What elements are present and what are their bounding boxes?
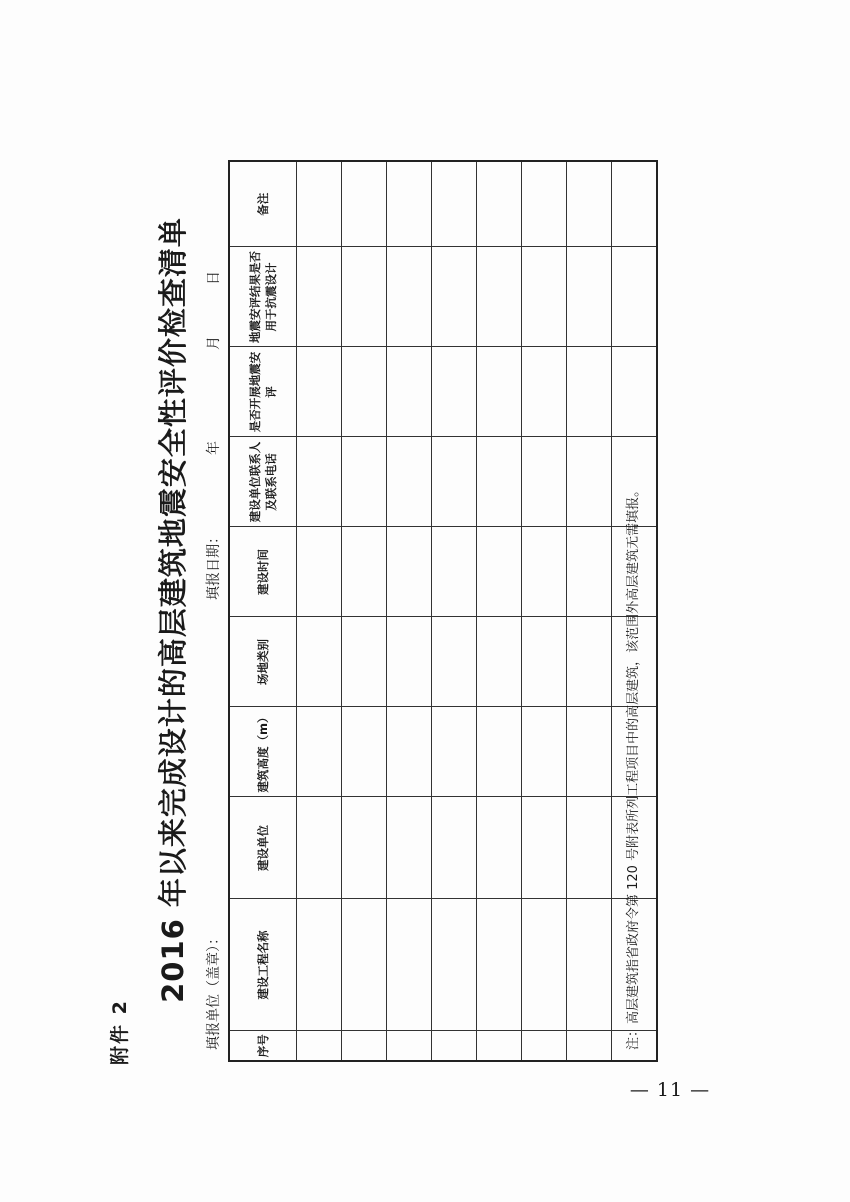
table-cell bbox=[387, 347, 432, 437]
table-cell bbox=[477, 347, 522, 437]
table-cell bbox=[477, 617, 522, 707]
table-cell bbox=[522, 437, 567, 527]
table-row bbox=[432, 161, 477, 1061]
table-cell bbox=[297, 527, 342, 617]
table-cell bbox=[387, 617, 432, 707]
table-cell bbox=[567, 161, 612, 247]
table-cell bbox=[567, 707, 612, 797]
table-cell bbox=[342, 437, 387, 527]
table-cell bbox=[387, 1031, 432, 1061]
table-cell bbox=[477, 899, 522, 1031]
table-cell bbox=[567, 347, 612, 437]
table-cell bbox=[342, 347, 387, 437]
fill-date-day: 日 bbox=[206, 271, 222, 285]
table-cell bbox=[522, 347, 567, 437]
table-cell bbox=[567, 247, 612, 347]
fill-date-label: 填报日期： bbox=[206, 530, 222, 600]
table-cell bbox=[432, 347, 477, 437]
table-cell bbox=[567, 437, 612, 527]
table-cell bbox=[477, 527, 522, 617]
table-cell bbox=[432, 527, 477, 617]
table-cell bbox=[567, 527, 612, 617]
attachment-label: 附件 2 bbox=[109, 999, 131, 1065]
table-row bbox=[297, 161, 342, 1061]
table-cell bbox=[477, 1031, 522, 1061]
table-cell bbox=[297, 899, 342, 1031]
table-header-row bbox=[229, 161, 297, 1061]
col-header-index: 序号 bbox=[229, 1031, 297, 1061]
table-cell bbox=[387, 707, 432, 797]
table-cell bbox=[432, 707, 477, 797]
col-header-eval-done: 是否开展地震安评 bbox=[229, 347, 297, 437]
table-cell bbox=[432, 797, 477, 899]
table-row bbox=[342, 161, 387, 1061]
table-cell bbox=[297, 347, 342, 437]
table-cell bbox=[567, 1031, 612, 1061]
table-cell bbox=[297, 247, 342, 347]
table-cell bbox=[342, 161, 387, 247]
table-cell bbox=[522, 527, 567, 617]
col-header-builder: 建设单位 bbox=[229, 797, 297, 899]
table-cell bbox=[477, 797, 522, 899]
fill-date-month: 月 bbox=[206, 336, 222, 350]
table-cell bbox=[432, 617, 477, 707]
table-cell bbox=[297, 161, 342, 247]
fill-date-year: 年 bbox=[206, 441, 222, 455]
table-cell bbox=[342, 527, 387, 617]
table-cell bbox=[297, 797, 342, 899]
table-cell bbox=[297, 437, 342, 527]
table-cell bbox=[342, 707, 387, 797]
table-cell bbox=[432, 1031, 477, 1061]
table-cell bbox=[522, 617, 567, 707]
table-cell bbox=[522, 707, 567, 797]
col-header-eval-used: 地震安评结果是否用于抗震设计 bbox=[229, 247, 297, 347]
rotated-form bbox=[100, 150, 660, 1070]
table-cell bbox=[387, 437, 432, 527]
table-row bbox=[522, 161, 567, 1061]
fill-date bbox=[202, 160, 226, 600]
table-cell bbox=[567, 617, 612, 707]
table-cell bbox=[522, 161, 567, 247]
table-cell bbox=[342, 899, 387, 1031]
table-cell bbox=[387, 797, 432, 899]
table-cell bbox=[477, 161, 522, 247]
table-cell bbox=[477, 707, 522, 797]
col-header-height: 建筑高度（m） bbox=[229, 707, 297, 797]
form-title: 2016 年以来完成设计的高层建筑地震安全性评价检查清单 bbox=[156, 217, 190, 1003]
checklist-table bbox=[228, 160, 658, 1062]
table-cell bbox=[297, 707, 342, 797]
table-cell bbox=[342, 247, 387, 347]
col-header-contact: 建设单位联系人及联系电话 bbox=[229, 437, 297, 527]
table-cell bbox=[522, 899, 567, 1031]
table-cell bbox=[522, 247, 567, 347]
table-cell bbox=[432, 247, 477, 347]
table-cell bbox=[432, 161, 477, 247]
col-header-site-class: 场地类别 bbox=[229, 617, 297, 707]
col-header-remarks: 备注 bbox=[229, 161, 297, 247]
fill-unit-label: 填报单位（盖章）： bbox=[206, 931, 222, 1050]
table-row bbox=[567, 161, 612, 1061]
table-cell bbox=[342, 1031, 387, 1061]
table-cell bbox=[522, 1031, 567, 1061]
col-header-build-time: 建设时间 bbox=[229, 527, 297, 617]
page-number: — 11 — bbox=[629, 1079, 711, 1101]
table-cell bbox=[477, 437, 522, 527]
table-cell bbox=[387, 161, 432, 247]
footnote: 注：高层建筑指省政府令第 120 号附表所列工程项目中的高层建筑，该范围外高层建筑无需填报。 bbox=[626, 483, 641, 1050]
table-cell bbox=[387, 247, 432, 347]
table-cell bbox=[342, 797, 387, 899]
table-cell bbox=[432, 899, 477, 1031]
table-body bbox=[297, 161, 658, 1061]
table-cell bbox=[567, 797, 612, 899]
table-cell bbox=[297, 617, 342, 707]
table-cell bbox=[297, 1031, 342, 1061]
table-cell bbox=[387, 899, 432, 1031]
table-cell bbox=[477, 247, 522, 347]
col-header-project-name: 建设工程名称 bbox=[229, 899, 297, 1031]
table-row bbox=[477, 161, 522, 1061]
table-cell bbox=[387, 527, 432, 617]
table-cell bbox=[522, 797, 567, 899]
table-row bbox=[387, 161, 432, 1061]
table-cell bbox=[342, 617, 387, 707]
table-cell bbox=[567, 899, 612, 1031]
table-cell bbox=[432, 437, 477, 527]
